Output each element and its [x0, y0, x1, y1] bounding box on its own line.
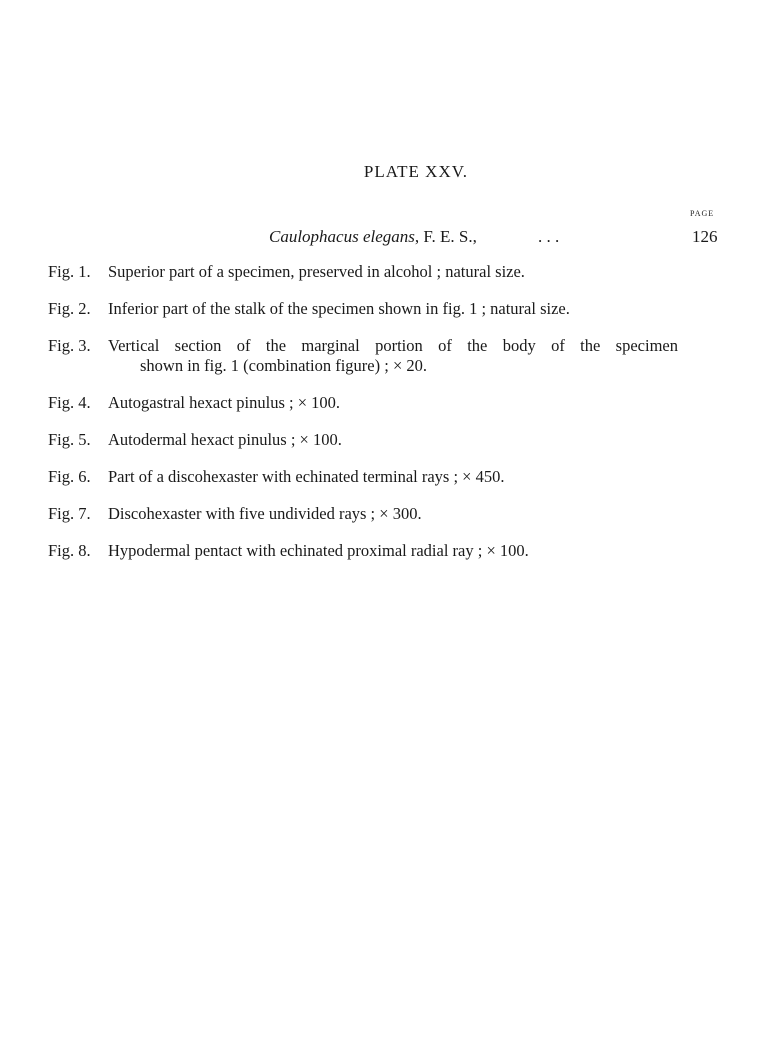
figure-label: Fig. 6. — [48, 467, 91, 486]
figure-entry-2 — [48, 299, 678, 319]
figure-caption: Part of a discohexaster with echinated terminal rays ; × 450. — [108, 467, 505, 486]
figure-caption: Autodermal hexact pinulus ; × 100. — [108, 430, 342, 449]
figure-caption: Autogastral hexact pinulus ; × 100. — [108, 393, 341, 412]
dot-leader: . . . — [538, 227, 560, 246]
figure-label: Fig. 7. — [48, 504, 91, 523]
figure-entry-5 — [48, 430, 678, 450]
figure-entry-3 — [48, 336, 678, 376]
figure-caption-line-2: shown in fig. 1 (combination figure) ; × 20. — [140, 356, 428, 375]
figure-label: Fig. 8. — [48, 541, 91, 560]
figure-label: Fig. 1. — [48, 262, 91, 281]
figure-label: Fig. 2. — [48, 299, 91, 318]
figure-label: Fig. 5. — [48, 430, 91, 449]
figure-caption: Inferior part of the stalk of the specimen shown in fig. 1 ; natural size. — [108, 299, 570, 318]
figure-caption: Hypodermal pentact with echinated proximal radial ray ; × 100. — [108, 541, 529, 560]
figure-caption-line-1: Vertical section of the marginal portion of the body of the specimen — [108, 336, 678, 355]
species-name: Caulophacus elegans — [269, 227, 415, 246]
figure-label: Fig. 4. — [48, 393, 91, 412]
figure-caption — [108, 336, 678, 376]
species-entry — [269, 227, 719, 247]
figure-legend — [48, 262, 678, 578]
figure-entry-8 — [48, 541, 678, 561]
page-column-label: PAGE — [690, 209, 715, 218]
figure-entry-7 — [48, 504, 678, 524]
figure-entry-4 — [48, 393, 678, 413]
species-page-number: 126 — [692, 227, 718, 246]
figure-caption: Superior part of a specimen, preserved in alcohol ; natural size. — [108, 262, 525, 281]
species-author: , F. E. S., — [414, 227, 477, 246]
figure-caption: Discohexaster with five undivided rays ; × 300. — [108, 504, 422, 523]
figure-entry-6 — [48, 467, 678, 487]
figure-entry-1 — [48, 262, 678, 282]
plate-title: PLATE XXV. — [363, 162, 469, 181]
figure-label: Fig. 3. — [48, 336, 91, 355]
